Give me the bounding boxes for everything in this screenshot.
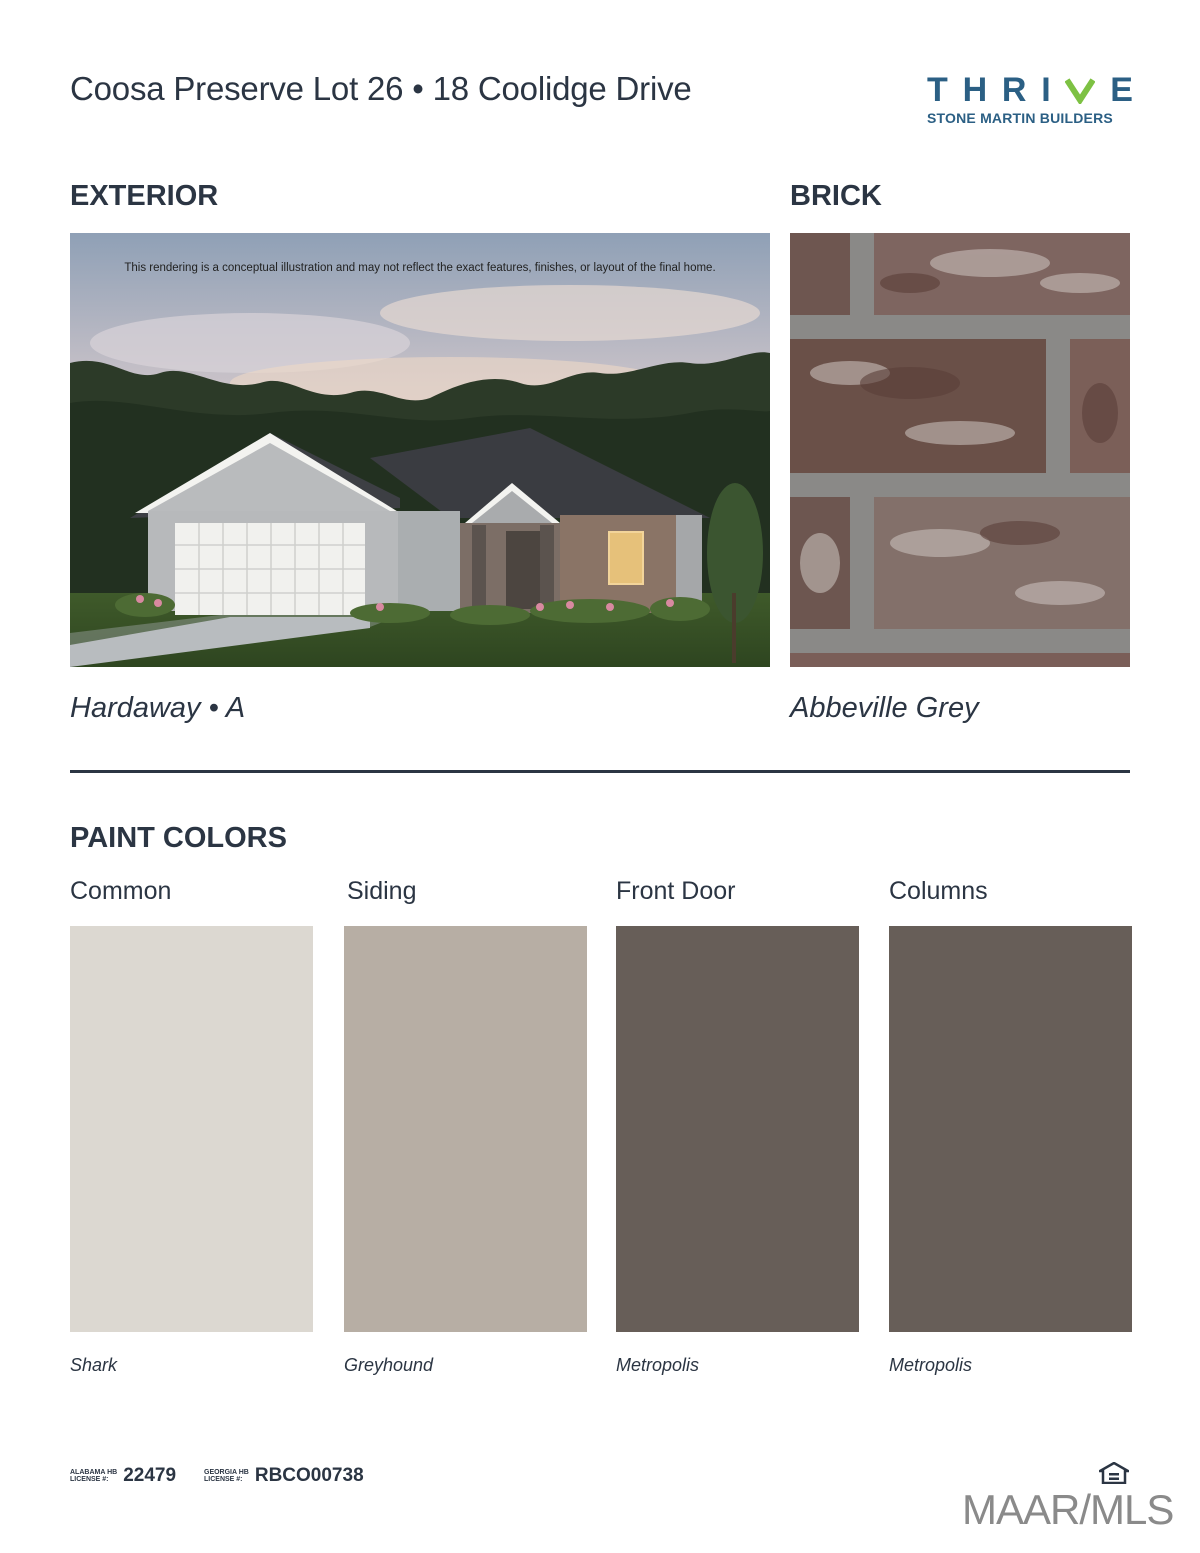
license-label [70, 1469, 117, 1483]
house-illustration [70, 233, 770, 667]
section-divider [70, 770, 1130, 773]
color-swatch-columns [889, 926, 1132, 1332]
logo-letter: H [962, 71, 988, 109]
swatch-label: Front Door [616, 877, 736, 905]
exterior-rendering [70, 233, 770, 667]
swatch-label: Common [70, 877, 172, 905]
logo-wordmark [927, 72, 1133, 108]
thrive-logo [927, 72, 1133, 126]
logo-letter: E [1110, 71, 1133, 109]
license-tag: LICENSE #: [204, 1476, 243, 1483]
license-number: RBCO00738 [254, 1465, 364, 1486]
license-tag: LICENSE #: [70, 1476, 109, 1483]
license-state: GEORGIA HB [204, 1469, 249, 1476]
logo-letter: I [1041, 71, 1051, 109]
paint-colors-heading: PAINT COLORS [70, 822, 287, 854]
georgia-license [204, 1465, 364, 1487]
equal-housing-icon [1099, 1462, 1129, 1489]
logo-letter: R [1001, 71, 1027, 109]
color-swatch-siding [344, 926, 587, 1332]
swatch-color-name: Metropolis [889, 1355, 973, 1375]
color-swatch-common [70, 926, 313, 1332]
swatch-label: Siding [347, 877, 417, 905]
brick-texture [790, 233, 1130, 667]
mls-watermark: MAAR/MLS [962, 1486, 1174, 1533]
swatch-color-name: Metropolis [616, 1355, 700, 1375]
brick-sample [790, 233, 1130, 667]
swatch-color-name: Greyhound [344, 1355, 434, 1375]
logo-check-icon [1065, 72, 1095, 108]
license-label [204, 1469, 249, 1483]
license-number: 22479 [123, 1465, 177, 1486]
plan-name: Hardaway • A [70, 692, 246, 724]
logo-subtitle: STONE MARTIN BUILDERS [927, 110, 1113, 126]
rendering-disclaimer: This rendering is a conceptual illustration and may not reflect the exact features, finishes, or layout of the final home. [124, 262, 716, 274]
license-state: ALABAMA HB [70, 1469, 118, 1476]
swatch-label: Columns [889, 877, 988, 905]
brick-name: Abbeville Grey [790, 692, 979, 724]
brick-heading: BRICK [790, 180, 882, 212]
color-swatch-front-door [616, 926, 859, 1332]
logo-letter: T [927, 71, 948, 109]
swatch-color-name: Shark [70, 1355, 118, 1375]
alabama-license [70, 1465, 176, 1487]
page-title: Coosa Preserve Lot 26 • 18 Coolidge Drive [70, 70, 692, 107]
exterior-heading: EXTERIOR [70, 180, 219, 212]
